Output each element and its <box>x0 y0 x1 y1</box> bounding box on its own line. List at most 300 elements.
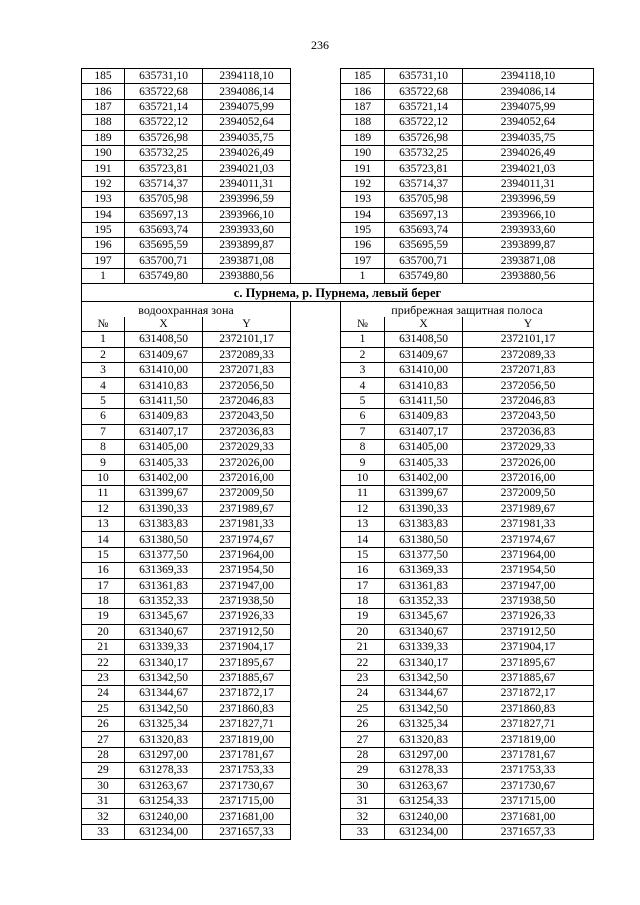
point-number-cell: 21 <box>341 640 385 655</box>
y-coordinate-cell: 2371981,33 <box>203 516 291 531</box>
y-coordinate-cell: 2371904,17 <box>203 640 291 655</box>
y-coordinate-cell: 2371827,71 <box>203 717 291 732</box>
y-coordinate-cell: 2371885,67 <box>463 670 594 685</box>
table-row <box>82 332 594 347</box>
y-coordinate-cell: 2372009,50 <box>203 486 291 501</box>
x-coordinate-cell: 635732,25 <box>125 145 203 160</box>
y-coordinate-cell: 2394035,75 <box>203 130 291 145</box>
point-number-cell: 23 <box>82 670 125 685</box>
point-number-cell: 21 <box>82 640 125 655</box>
x-coordinate-cell: 631408,50 <box>385 332 463 347</box>
y-coordinate-cell: 2372036,83 <box>203 424 291 439</box>
x-coordinate-cell: 631352,33 <box>125 593 203 608</box>
point-number-cell: 32 <box>82 809 125 824</box>
x-coordinate-cell: 631369,33 <box>385 563 463 578</box>
point-number-cell: 187 <box>82 99 125 114</box>
x-coordinate-cell: 631369,33 <box>125 563 203 578</box>
point-number-cell: 27 <box>82 732 125 747</box>
x-coordinate-cell: 631410,83 <box>385 378 463 393</box>
column-spacer <box>291 302 341 332</box>
point-number-cell: 195 <box>82 222 125 237</box>
section-header-group <box>82 284 594 332</box>
x-coordinate-cell: 631278,33 <box>385 763 463 778</box>
point-number-cell: 28 <box>341 747 385 762</box>
point-number-cell: 30 <box>82 778 125 793</box>
table-row <box>82 69 594 84</box>
x-coordinate-cell: 635714,37 <box>125 176 203 191</box>
y-coordinate-cell: 2371974,67 <box>203 532 291 547</box>
point-number-cell: 188 <box>82 115 125 130</box>
y-coordinate-cell: 2371895,67 <box>203 655 291 670</box>
y-coordinate-cell: 2372036,83 <box>463 424 594 439</box>
y-coordinate-cell: 2371912,50 <box>463 624 594 639</box>
point-number-cell: 20 <box>82 624 125 639</box>
point-number-cell: 5 <box>341 393 385 408</box>
y-coordinate-cell: 2371781,67 <box>203 747 291 762</box>
point-number-cell: 24 <box>82 686 125 701</box>
x-coordinate-cell: 631240,00 <box>125 809 203 824</box>
y-coordinate-cell: 2371715,00 <box>463 793 594 808</box>
y-coordinate-cell: 2371954,50 <box>463 563 594 578</box>
column-header-x: X <box>125 317 203 332</box>
bottom-rows-group <box>82 332 594 840</box>
x-coordinate-cell: 631263,67 <box>125 778 203 793</box>
y-coordinate-cell: 2372029,33 <box>463 439 594 454</box>
x-coordinate-cell: 631325,34 <box>385 717 463 732</box>
x-coordinate-cell: 631234,00 <box>125 824 203 839</box>
coordinates-table <box>81 68 594 840</box>
x-coordinate-cell: 631377,50 <box>385 547 463 562</box>
x-coordinate-cell: 631344,67 <box>385 686 463 701</box>
y-coordinate-cell: 2371974,67 <box>463 532 594 547</box>
x-coordinate-cell: 631263,67 <box>385 778 463 793</box>
x-coordinate-cell: 631410,00 <box>125 363 203 378</box>
point-number-cell: 25 <box>341 701 385 716</box>
x-coordinate-cell: 631383,83 <box>385 516 463 531</box>
y-coordinate-cell: 2372071,83 <box>203 363 291 378</box>
x-coordinate-cell: 635721,14 <box>385 99 463 114</box>
point-number-cell: 1 <box>82 269 125 284</box>
point-number-cell: 191 <box>341 161 385 176</box>
x-coordinate-cell: 635695,59 <box>385 238 463 253</box>
x-coordinate-cell: 631342,50 <box>125 670 203 685</box>
y-coordinate-cell: 2371681,00 <box>203 809 291 824</box>
x-coordinate-cell: 635722,12 <box>125 115 203 130</box>
y-coordinate-cell: 2371753,33 <box>463 763 594 778</box>
point-number-cell: 29 <box>341 763 385 778</box>
x-coordinate-cell: 631411,50 <box>385 393 463 408</box>
point-number-cell: 26 <box>82 717 125 732</box>
y-coordinate-cell: 2371964,00 <box>463 547 594 562</box>
point-number-cell: 4 <box>82 378 125 393</box>
x-coordinate-cell: 631345,67 <box>125 609 203 624</box>
x-coordinate-cell: 631361,83 <box>385 578 463 593</box>
x-coordinate-cell: 631377,50 <box>125 547 203 562</box>
point-number-cell: 14 <box>341 532 385 547</box>
x-coordinate-cell: 631340,17 <box>125 655 203 670</box>
x-coordinate-cell: 631390,33 <box>125 501 203 516</box>
y-coordinate-cell: 2372026,00 <box>203 455 291 470</box>
point-number-cell: 6 <box>82 409 125 424</box>
x-coordinate-cell: 631409,67 <box>385 347 463 362</box>
x-coordinate-cell: 631407,17 <box>125 424 203 439</box>
y-coordinate-cell: 2372101,17 <box>203 332 291 347</box>
point-number-cell: 20 <box>341 624 385 639</box>
point-number-cell: 2 <box>341 347 385 362</box>
x-coordinate-cell: 631254,33 <box>385 793 463 808</box>
y-coordinate-cell: 2372046,83 <box>203 393 291 408</box>
y-coordinate-cell: 2394075,99 <box>203 99 291 114</box>
x-coordinate-cell: 631402,00 <box>125 470 203 485</box>
point-number-cell: 193 <box>341 192 385 207</box>
y-coordinate-cell: 2394086,14 <box>463 84 594 99</box>
x-coordinate-cell: 635693,74 <box>385 222 463 237</box>
y-coordinate-cell: 2372043,50 <box>463 409 594 424</box>
y-coordinate-cell: 2371872,17 <box>463 686 594 701</box>
point-number-cell: 192 <box>341 176 385 191</box>
y-coordinate-cell: 2393996,59 <box>463 192 594 207</box>
x-coordinate-cell: 631339,33 <box>125 640 203 655</box>
y-coordinate-cell: 2372056,50 <box>463 378 594 393</box>
point-number-cell: 22 <box>82 655 125 670</box>
x-coordinate-cell: 631297,00 <box>385 747 463 762</box>
y-coordinate-cell: 2371954,50 <box>203 563 291 578</box>
y-coordinate-cell: 2393871,08 <box>463 253 594 268</box>
point-number-cell: 19 <box>82 609 125 624</box>
point-number-cell: 188 <box>341 115 385 130</box>
point-number-cell: 5 <box>82 393 125 408</box>
point-number-cell: 11 <box>341 486 385 501</box>
point-number-cell: 29 <box>82 763 125 778</box>
point-number-cell: 16 <box>341 563 385 578</box>
point-number-cell: 19 <box>341 609 385 624</box>
point-number-cell: 33 <box>82 824 125 839</box>
x-coordinate-cell: 631320,83 <box>385 732 463 747</box>
y-coordinate-cell: 2372029,33 <box>203 439 291 454</box>
x-coordinate-cell: 631342,50 <box>385 701 463 716</box>
point-number-cell: 185 <box>341 69 385 84</box>
y-coordinate-cell: 2393996,59 <box>203 192 291 207</box>
x-coordinate-cell: 631390,33 <box>385 501 463 516</box>
y-coordinate-cell: 2371872,17 <box>203 686 291 701</box>
x-coordinate-cell: 631408,50 <box>125 332 203 347</box>
point-number-cell: 27 <box>341 732 385 747</box>
point-number-cell: 10 <box>341 470 385 485</box>
point-number-cell: 1 <box>341 332 385 347</box>
y-coordinate-cell: 2371681,00 <box>463 809 594 824</box>
x-coordinate-cell: 631410,00 <box>385 363 463 378</box>
y-coordinate-cell: 2372071,83 <box>463 363 594 378</box>
x-coordinate-cell: 635697,13 <box>385 207 463 222</box>
column-header-x: X <box>385 317 463 332</box>
y-coordinate-cell: 2372009,50 <box>463 486 594 501</box>
y-coordinate-cell: 2371657,33 <box>203 824 291 839</box>
x-coordinate-cell: 631405,00 <box>385 439 463 454</box>
column-spacer <box>291 69 341 284</box>
x-coordinate-cell: 631405,00 <box>125 439 203 454</box>
x-coordinate-cell: 631340,67 <box>125 624 203 639</box>
y-coordinate-cell: 2372056,50 <box>203 378 291 393</box>
y-coordinate-cell: 2371981,33 <box>463 516 594 531</box>
x-coordinate-cell: 635731,10 <box>125 69 203 84</box>
y-coordinate-cell: 2394026,49 <box>203 145 291 160</box>
x-coordinate-cell: 631380,50 <box>125 532 203 547</box>
y-coordinate-cell: 2394011,31 <box>463 176 594 191</box>
point-number-cell: 192 <box>82 176 125 191</box>
y-coordinate-cell: 2371904,17 <box>463 640 594 655</box>
point-number-cell: 28 <box>82 747 125 762</box>
point-number-cell: 191 <box>82 161 125 176</box>
y-coordinate-cell: 2371895,67 <box>463 655 594 670</box>
y-coordinate-cell: 2371885,67 <box>203 670 291 685</box>
point-number-cell: 23 <box>341 670 385 685</box>
point-number-cell: 8 <box>341 439 385 454</box>
x-coordinate-cell: 631234,00 <box>385 824 463 839</box>
y-coordinate-cell: 2371827,71 <box>463 717 594 732</box>
y-coordinate-cell: 2393871,08 <box>203 253 291 268</box>
column-header-y: Y <box>203 317 291 332</box>
point-number-cell: 14 <box>82 532 125 547</box>
point-number-cell: 186 <box>341 84 385 99</box>
point-number-cell: 26 <box>341 717 385 732</box>
x-coordinate-cell: 635722,12 <box>385 115 463 130</box>
x-coordinate-cell: 635723,81 <box>125 161 203 176</box>
point-number-cell: 194 <box>341 207 385 222</box>
x-coordinate-cell: 631352,33 <box>385 593 463 608</box>
y-coordinate-cell: 2371989,67 <box>463 501 594 516</box>
y-coordinate-cell: 2371781,67 <box>463 747 594 762</box>
y-coordinate-cell: 2372026,00 <box>463 455 594 470</box>
point-number-cell: 8 <box>82 439 125 454</box>
x-coordinate-cell: 631380,50 <box>385 532 463 547</box>
x-coordinate-cell: 631339,33 <box>385 640 463 655</box>
point-number-cell: 193 <box>82 192 125 207</box>
y-coordinate-cell: 2394035,75 <box>463 130 594 145</box>
x-coordinate-cell: 635722,68 <box>125 84 203 99</box>
point-number-cell: 1 <box>82 332 125 347</box>
y-coordinate-cell: 2371912,50 <box>203 624 291 639</box>
point-number-cell: 17 <box>341 578 385 593</box>
point-number-cell: 18 <box>82 593 125 608</box>
x-coordinate-cell: 635697,13 <box>125 207 203 222</box>
y-coordinate-cell: 2394021,03 <box>463 161 594 176</box>
x-coordinate-cell: 631399,67 <box>125 486 203 501</box>
y-coordinate-cell: 2393899,87 <box>463 238 594 253</box>
y-coordinate-cell: 2371938,50 <box>203 593 291 608</box>
y-coordinate-cell: 2371964,00 <box>203 547 291 562</box>
point-number-cell: 9 <box>82 455 125 470</box>
x-coordinate-cell: 635705,98 <box>125 192 203 207</box>
point-number-cell: 12 <box>82 501 125 516</box>
column-spacer <box>291 332 341 840</box>
y-coordinate-cell: 2371860,83 <box>203 701 291 716</box>
y-coordinate-cell: 2371819,00 <box>463 732 594 747</box>
y-coordinate-cell: 2371730,67 <box>463 778 594 793</box>
x-coordinate-cell: 635700,71 <box>385 253 463 268</box>
point-number-cell: 22 <box>341 655 385 670</box>
point-number-cell: 11 <box>82 486 125 501</box>
point-number-cell: 195 <box>341 222 385 237</box>
y-coordinate-cell: 2371730,67 <box>203 778 291 793</box>
y-coordinate-cell: 2371947,00 <box>463 578 594 593</box>
x-coordinate-cell: 635693,74 <box>125 222 203 237</box>
point-number-cell: 185 <box>82 69 125 84</box>
point-number-cell: 12 <box>341 501 385 516</box>
column-header-y: Y <box>463 317 594 332</box>
y-coordinate-cell: 2394052,64 <box>203 115 291 130</box>
y-coordinate-cell: 2394026,49 <box>463 145 594 160</box>
y-coordinate-cell: 2371819,00 <box>203 732 291 747</box>
point-number-cell: 190 <box>341 145 385 160</box>
column-header-number: № <box>341 317 385 332</box>
point-number-cell: 7 <box>341 424 385 439</box>
x-coordinate-cell: 631345,67 <box>385 609 463 624</box>
x-coordinate-cell: 631240,00 <box>385 809 463 824</box>
coastal-protection-strip-label: прибрежная защитная полоса <box>341 302 594 317</box>
y-coordinate-cell: 2394052,64 <box>463 115 594 130</box>
x-coordinate-cell: 635731,10 <box>385 69 463 84</box>
x-coordinate-cell: 631344,67 <box>125 686 203 701</box>
point-number-cell: 9 <box>341 455 385 470</box>
y-coordinate-cell: 2393966,10 <box>463 207 594 222</box>
point-number-cell: 189 <box>341 130 385 145</box>
x-coordinate-cell: 631405,33 <box>385 455 463 470</box>
point-number-cell: 189 <box>82 130 125 145</box>
section-title: с. Пурнема, р. Пурнема, левый берег <box>82 284 594 302</box>
x-coordinate-cell: 631407,17 <box>385 424 463 439</box>
x-coordinate-cell: 631325,34 <box>125 717 203 732</box>
y-coordinate-cell: 2372089,33 <box>463 347 594 362</box>
water-protection-zone-label: водоохранная зона <box>82 302 291 317</box>
point-number-cell: 190 <box>82 145 125 160</box>
point-number-cell: 33 <box>341 824 385 839</box>
x-coordinate-cell: 631409,83 <box>125 409 203 424</box>
x-coordinate-cell: 631399,67 <box>385 486 463 501</box>
point-number-cell: 3 <box>341 363 385 378</box>
point-number-cell: 10 <box>82 470 125 485</box>
point-number-cell: 4 <box>341 378 385 393</box>
point-number-cell: 187 <box>341 99 385 114</box>
point-number-cell: 7 <box>82 424 125 439</box>
x-coordinate-cell: 631320,83 <box>125 732 203 747</box>
x-coordinate-cell: 631405,33 <box>125 455 203 470</box>
point-number-cell: 3 <box>82 363 125 378</box>
x-coordinate-cell: 631254,33 <box>125 793 203 808</box>
y-coordinate-cell: 2371715,00 <box>203 793 291 808</box>
y-coordinate-cell: 2394118,10 <box>463 69 594 84</box>
y-coordinate-cell: 2394011,31 <box>203 176 291 191</box>
point-number-cell: 2 <box>82 347 125 362</box>
x-coordinate-cell: 635722,68 <box>385 84 463 99</box>
x-coordinate-cell: 631297,00 <box>125 747 203 762</box>
point-number-cell: 17 <box>82 578 125 593</box>
point-number-cell: 13 <box>82 516 125 531</box>
point-number-cell: 25 <box>82 701 125 716</box>
y-coordinate-cell: 2394118,10 <box>203 69 291 84</box>
x-coordinate-cell: 631410,83 <box>125 378 203 393</box>
point-number-cell: 196 <box>82 238 125 253</box>
y-coordinate-cell: 2393933,60 <box>203 222 291 237</box>
x-coordinate-cell: 635749,80 <box>385 269 463 284</box>
x-coordinate-cell: 635714,37 <box>385 176 463 191</box>
point-number-cell: 31 <box>82 793 125 808</box>
y-coordinate-cell: 2393933,60 <box>463 222 594 237</box>
point-number-cell: 197 <box>82 253 125 268</box>
point-number-cell: 18 <box>341 593 385 608</box>
y-coordinate-cell: 2372043,50 <box>203 409 291 424</box>
point-number-cell: 24 <box>341 686 385 701</box>
x-coordinate-cell: 631402,00 <box>385 470 463 485</box>
y-coordinate-cell: 2371947,00 <box>203 578 291 593</box>
y-coordinate-cell: 2394021,03 <box>203 161 291 176</box>
x-coordinate-cell: 635732,25 <box>385 145 463 160</box>
y-coordinate-cell: 2371860,83 <box>463 701 594 716</box>
point-number-cell: 196 <box>341 238 385 253</box>
x-coordinate-cell: 631342,50 <box>385 670 463 685</box>
y-coordinate-cell: 2372089,33 <box>203 347 291 362</box>
x-coordinate-cell: 635726,98 <box>385 130 463 145</box>
x-coordinate-cell: 631361,83 <box>125 578 203 593</box>
top-rows-group <box>82 69 594 284</box>
y-coordinate-cell: 2371753,33 <box>203 763 291 778</box>
point-number-cell: 16 <box>82 563 125 578</box>
x-coordinate-cell: 631409,83 <box>385 409 463 424</box>
y-coordinate-cell: 2393899,87 <box>203 238 291 253</box>
x-coordinate-cell: 631383,83 <box>125 516 203 531</box>
y-coordinate-cell: 2372046,83 <box>463 393 594 408</box>
x-coordinate-cell: 635700,71 <box>125 253 203 268</box>
x-coordinate-cell: 631411,50 <box>125 393 203 408</box>
y-coordinate-cell: 2372016,00 <box>203 470 291 485</box>
point-number-cell: 197 <box>341 253 385 268</box>
y-coordinate-cell: 2394086,14 <box>203 84 291 99</box>
point-number-cell: 15 <box>82 547 125 562</box>
point-number-cell: 194 <box>82 207 125 222</box>
y-coordinate-cell: 2371926,33 <box>463 609 594 624</box>
y-coordinate-cell: 2371938,50 <box>463 593 594 608</box>
x-coordinate-cell: 635695,59 <box>125 238 203 253</box>
x-coordinate-cell: 635749,80 <box>125 269 203 284</box>
x-coordinate-cell: 631340,17 <box>385 655 463 670</box>
x-coordinate-cell: 635705,98 <box>385 192 463 207</box>
y-coordinate-cell: 2371926,33 <box>203 609 291 624</box>
x-coordinate-cell: 631409,67 <box>125 347 203 362</box>
point-number-cell: 1 <box>341 269 385 284</box>
y-coordinate-cell: 2372101,17 <box>463 332 594 347</box>
y-coordinate-cell: 2371989,67 <box>203 501 291 516</box>
page-number: 236 <box>311 38 329 52</box>
point-number-cell: 31 <box>341 793 385 808</box>
point-number-cell: 15 <box>341 547 385 562</box>
point-number-cell: 186 <box>82 84 125 99</box>
point-number-cell: 6 <box>341 409 385 424</box>
x-coordinate-cell: 631278,33 <box>125 763 203 778</box>
y-coordinate-cell: 2394075,99 <box>463 99 594 114</box>
point-number-cell: 13 <box>341 516 385 531</box>
x-coordinate-cell: 635723,81 <box>385 161 463 176</box>
x-coordinate-cell: 635721,14 <box>125 99 203 114</box>
y-coordinate-cell: 2393880,56 <box>203 269 291 284</box>
x-coordinate-cell: 635726,98 <box>125 130 203 145</box>
column-header-number: № <box>82 317 125 332</box>
x-coordinate-cell: 631340,67 <box>385 624 463 639</box>
y-coordinate-cell: 2372016,00 <box>463 470 594 485</box>
y-coordinate-cell: 2371657,33 <box>463 824 594 839</box>
point-number-cell: 32 <box>341 809 385 824</box>
y-coordinate-cell: 2393966,10 <box>203 207 291 222</box>
point-number-cell: 30 <box>341 778 385 793</box>
y-coordinate-cell: 2393880,56 <box>463 269 594 284</box>
